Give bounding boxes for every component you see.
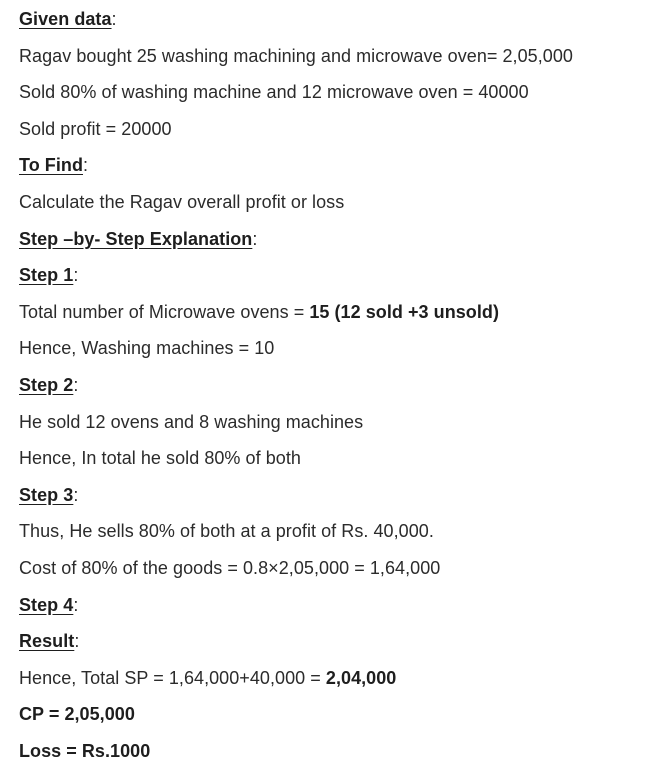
heading-text: Step –by- Step Explanation [19, 228, 253, 249]
heading-colon: : [73, 484, 79, 505]
heading-text: Given data [19, 9, 112, 29]
step-1-machines-line: Hence, Washing machines = 10 [19, 338, 275, 359]
step-2-total-line: Hence, In total he sold 80% of both [19, 448, 301, 469]
given-sold-line: Sold 80% of washing machine and 12 microwave oven = 40000 [19, 82, 529, 103]
heading-colon: : [252, 228, 258, 249]
heading-text: Step 3 [19, 484, 74, 505]
heading-result [19, 626, 659, 663]
heading-colon: : [111, 9, 117, 29]
heading-text: Step 1 [19, 265, 74, 286]
heading-to-find [19, 150, 659, 187]
heading-explanation [19, 224, 659, 261]
heading-given-data [19, 4, 659, 41]
heading-step-4 [19, 590, 659, 627]
result-sp-line [19, 663, 659, 700]
heading-text: Result [19, 631, 75, 652]
result-loss-line: Loss = Rs.1000 [19, 740, 151, 761]
heading-step-1 [19, 260, 659, 297]
line-text: Hence, Total SP = 1,64,000+40,000 = [19, 667, 326, 688]
step-3-cost-line: Cost of 80% of the goods = 0.8×2,05,000 = 1,64,000 [19, 557, 441, 578]
heading-step-2 [19, 370, 659, 407]
step-3-profit-line: Thus, He sells 80% of both at a profit of Rs. 40,000. [19, 521, 434, 542]
step-2-sold-line: He sold 12 ovens and 8 washing machines [19, 411, 364, 432]
heading-text: Step 2 [19, 374, 74, 395]
line-bold-value: 2,04,000 [325, 667, 397, 688]
heading-colon: : [73, 594, 79, 615]
heading-colon: : [73, 374, 79, 395]
heading-step-3 [19, 480, 659, 517]
heading-colon: : [74, 631, 80, 652]
heading-colon: : [73, 265, 79, 286]
heading-colon: : [83, 155, 89, 176]
line-bold-value: 15 (12 sold +3 unsold) [309, 301, 499, 322]
result-cp-line: CP = 2,05,000 [19, 704, 135, 725]
line-text: Total number of Microwave ovens = [19, 301, 310, 322]
given-purchase-line: Ragav bought 25 washing machining and microwave oven= 2,05,000 [19, 45, 573, 66]
solution-document [19, 4, 659, 772]
to-find-line: Calculate the Ragav overall profit or loss [19, 191, 345, 212]
heading-text: Step 4 [19, 594, 74, 615]
given-profit-line: Sold profit = 20000 [19, 118, 172, 139]
heading-text: To Find [19, 155, 83, 176]
step-1-ovens-line [19, 297, 659, 334]
